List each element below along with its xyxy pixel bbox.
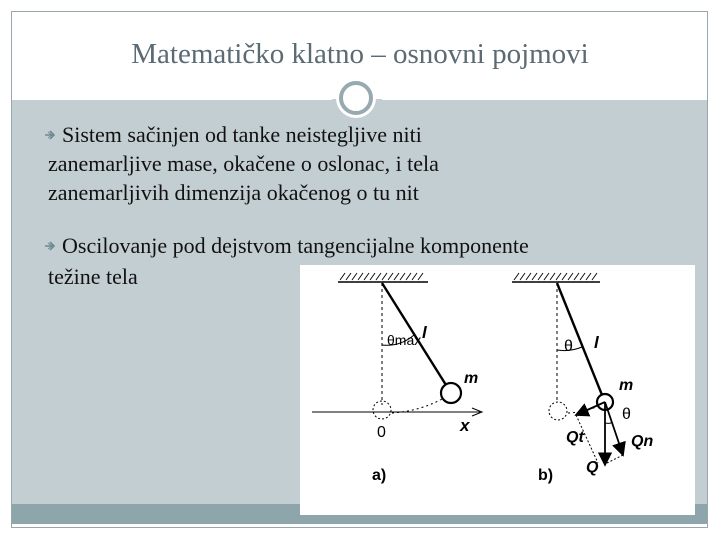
pendulum-diagram — [300, 265, 695, 515]
divider-left — [12, 98, 332, 100]
panel-a — [312, 273, 482, 484]
mass-label-b: m — [619, 377, 634, 394]
bullet-2-line-1: Oscilovanje pod dejstvom tangencijalne komponente — [62, 233, 529, 258]
mass-label-a: m — [464, 370, 479, 387]
angle-label-b: θ — [564, 338, 573, 355]
divider-right — [382, 98, 707, 100]
axis-label-x: x — [460, 416, 470, 435]
bullet-2-line-2: težine tela — [48, 264, 138, 289]
bullet-1-line-3: zanemarljivih dimenzija okačenog o tu nit — [48, 180, 419, 205]
force-tangential-label: Qt — [566, 429, 584, 446]
bullet-arrow-icon — [44, 239, 58, 253]
panel-b — [512, 273, 653, 484]
bullet-1-line-2: zanemarljive mase, okačene o oslonac, i tela — [48, 151, 439, 176]
force-normal-label: Qn — [631, 433, 654, 450]
pendulum-figure — [300, 265, 695, 515]
origin-label: 0 — [377, 424, 386, 441]
angle-label-a: θmax — [387, 332, 422, 348]
angle2-label-b: θ — [622, 406, 631, 423]
slide-title: Matematičko klatno – osnovni pojmovi — [131, 38, 589, 70]
length-label-b: l — [594, 333, 599, 352]
panel-b-label: b) — [538, 467, 554, 484]
bullet-arrow-icon — [44, 128, 58, 142]
ring-ornament-icon — [339, 81, 373, 115]
bullet-1-line-1: Sistem sačinjen od tanke neistegljive niti — [62, 122, 422, 147]
force-label: Q — [586, 459, 599, 476]
length-label-a: l — [422, 323, 427, 342]
panel-a-label: a) — [372, 467, 387, 484]
